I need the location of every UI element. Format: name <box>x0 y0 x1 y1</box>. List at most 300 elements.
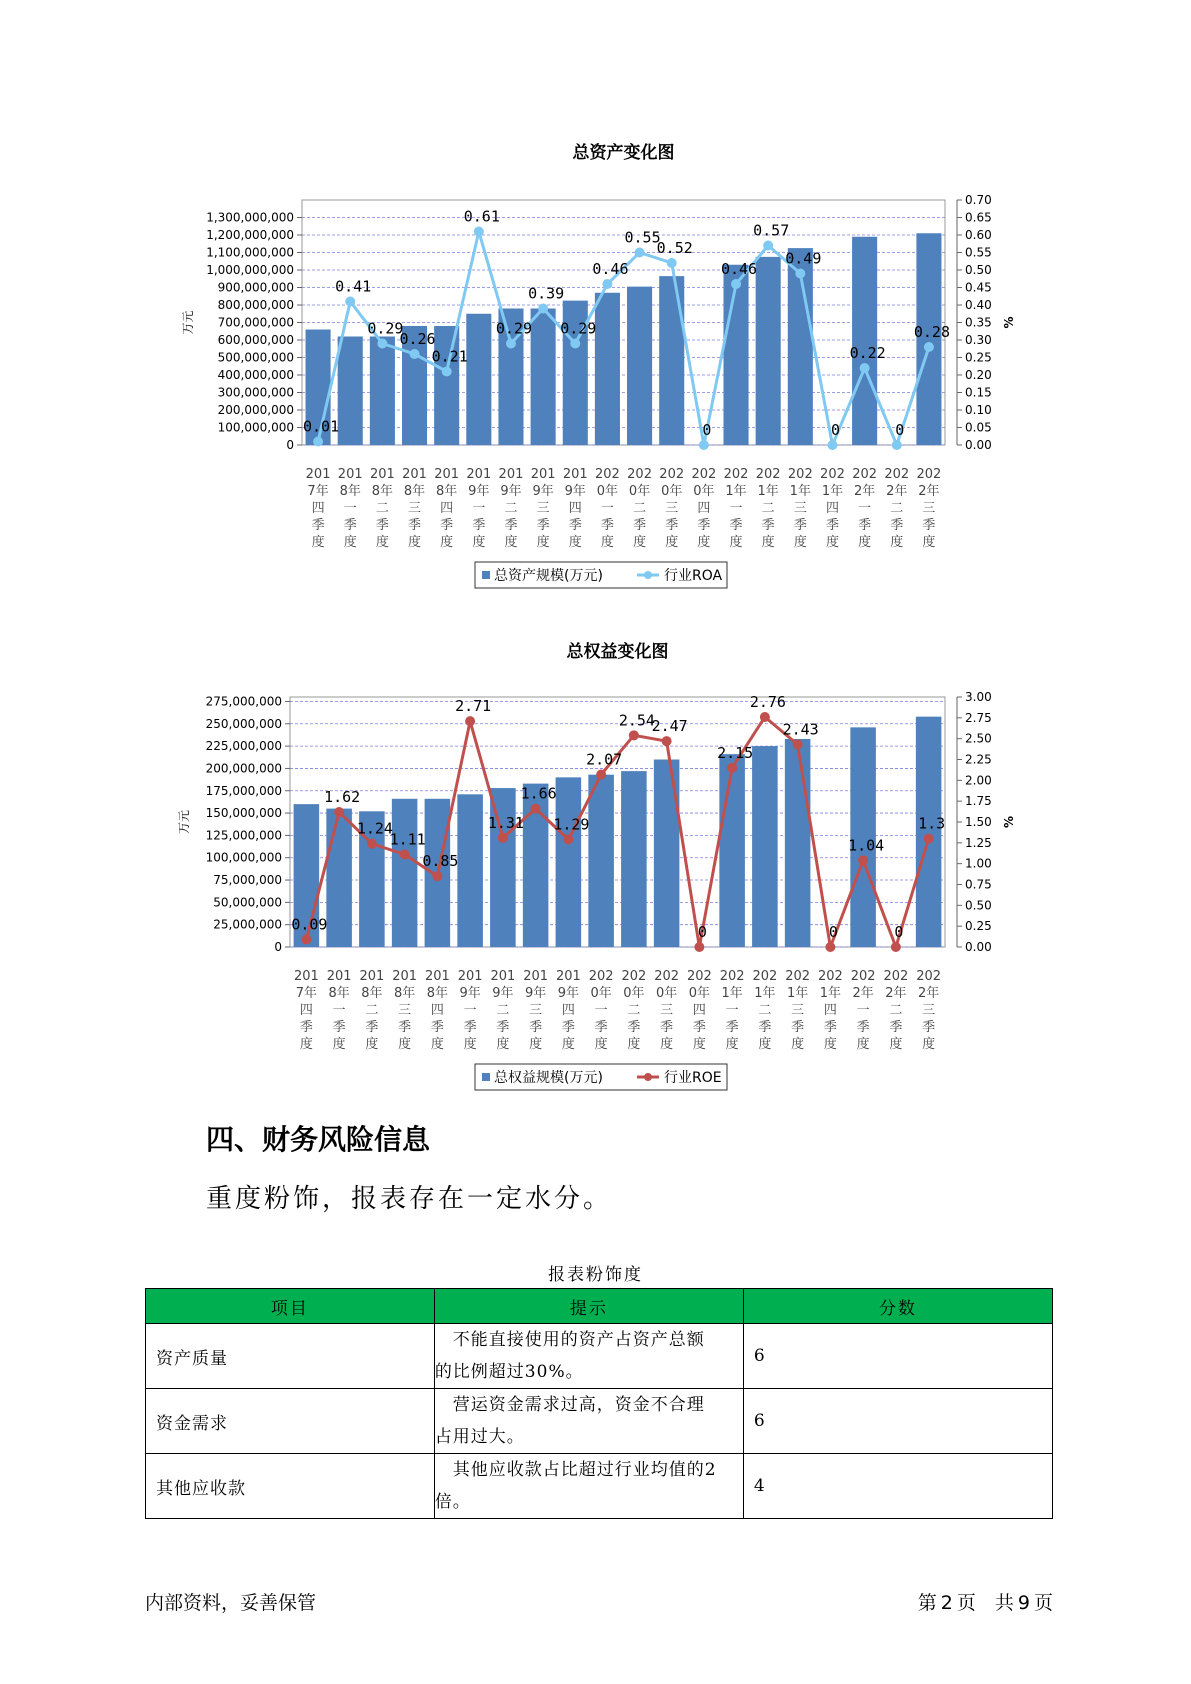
category-label: 202 <box>884 467 910 482</box>
category-label: 8年 <box>403 484 426 499</box>
category-label: 三 <box>922 1003 936 1018</box>
y2-axis-label: % <box>1002 316 1016 329</box>
y-axis-label: 万元 <box>181 310 195 335</box>
y2-axis-label: % <box>1002 815 1016 829</box>
total-assets-chart <box>0 130 1191 600</box>
category-label: 季 <box>922 518 936 533</box>
line-point <box>313 437 323 447</box>
category-label: 9年 <box>524 986 547 1001</box>
category-label: 8年 <box>393 986 416 1001</box>
category-label: 0年 <box>596 484 619 499</box>
bar <box>719 754 745 947</box>
header-item: 项目 <box>146 1289 435 1324</box>
category-label: 四 <box>692 1003 706 1018</box>
category-label: 8年 <box>436 484 458 499</box>
category-label: 1年 <box>789 484 811 499</box>
row-item: 其他应收款 <box>146 1454 435 1519</box>
right-tick-label: 0.25 <box>965 350 992 365</box>
data-label: 1.66 <box>520 784 557 803</box>
left-tick-label: 25,000,000 <box>213 917 282 932</box>
right-tick-label: 1.00 <box>965 856 992 871</box>
category-label: 201 <box>457 969 483 984</box>
data-label: 1.29 <box>553 815 590 834</box>
line-point <box>465 716 475 726</box>
page-suffix: 页 <box>1033 1592 1053 1614</box>
data-label: 0 <box>895 421 905 439</box>
legend-bar-swatch <box>482 1073 490 1081</box>
category-label: 四 <box>440 501 454 516</box>
data-label: 0.57 <box>753 221 790 240</box>
right-tick-label: 0.60 <box>965 228 992 242</box>
data-label: 0.29 <box>495 319 533 338</box>
category-label: 202 <box>595 467 620 482</box>
category-label: 度 <box>633 535 647 550</box>
left-tick-label: 700,000,000 <box>217 315 294 330</box>
category-label: 季 <box>472 518 486 533</box>
category-label: 季 <box>825 518 839 533</box>
data-label: 1.31 <box>487 813 524 832</box>
line-point <box>629 730 639 740</box>
category-label: 201 <box>490 969 516 984</box>
row-hint-line: 其他应收款占比超过行业均值的2 <box>434 1460 717 1480</box>
right-tick-label: 0.30 <box>965 333 992 347</box>
left-tick-label: 1,300,000,000 <box>206 210 294 225</box>
line-point <box>538 304 548 314</box>
page-mid: 页 共 <box>956 1592 1014 1614</box>
category-label: 2年 <box>917 986 940 1001</box>
right-tick-label: 2.75 <box>965 710 992 725</box>
header-score: 分数 <box>743 1289 1052 1324</box>
bar <box>392 799 418 947</box>
line-point <box>825 942 835 952</box>
category-label: 9年 <box>492 986 514 1001</box>
category-label: 201 <box>293 969 319 984</box>
category-label: 度 <box>890 535 904 550</box>
category-label: 9年 <box>532 484 554 499</box>
legend-bar-label: 总权益规模(万元) <box>494 1070 603 1086</box>
left-tick-label: 100,000,000 <box>205 850 282 865</box>
right-tick-label: 0.00 <box>965 438 992 452</box>
category-label: 201 <box>369 467 395 482</box>
left-tick-label: 275,000,000 <box>205 694 282 709</box>
left-tick-label: 0 <box>286 438 294 452</box>
category-label: 季 <box>665 518 679 533</box>
category-label: 1年 <box>821 484 844 499</box>
category-label: 201 <box>555 969 581 984</box>
category-label: 二 <box>627 1003 641 1018</box>
line-point <box>498 833 508 843</box>
category-label: 度 <box>761 535 775 550</box>
category-label: 2年 <box>885 986 907 1001</box>
data-label: 2.43 <box>782 720 819 739</box>
legend-line-label: 行业ROE <box>664 1070 722 1086</box>
category-label: 度 <box>922 535 936 550</box>
category-label: 季 <box>430 1020 444 1035</box>
category-label: 202 <box>820 467 845 482</box>
data-label: 0 <box>830 421 840 439</box>
category-label: 201 <box>498 467 524 482</box>
bar <box>852 237 877 445</box>
category-label: 四 <box>430 1003 444 1018</box>
left-tick-label: 250,000,000 <box>205 716 282 731</box>
category-label: 0年 <box>661 484 683 499</box>
bar <box>531 309 556 446</box>
table-caption: 报表粉饰度 <box>548 1265 643 1285</box>
row-hint <box>434 1454 743 1519</box>
category-label: 四 <box>825 501 839 516</box>
category-label: 季 <box>791 1020 805 1035</box>
category-label: 度 <box>568 535 582 550</box>
category-label: 二 <box>504 501 518 516</box>
category-label: 度 <box>311 535 325 550</box>
legend-line-marker <box>644 1073 652 1081</box>
category-label: 三 <box>408 501 422 516</box>
left-tick-label: 900,000,000 <box>217 280 294 295</box>
category-label: 三 <box>793 501 807 516</box>
category-label: 度 <box>627 1037 641 1052</box>
category-label: 二 <box>889 1003 903 1018</box>
line-point <box>860 363 870 373</box>
bar <box>490 788 516 947</box>
chart-title: 总资产变化图 <box>572 143 675 163</box>
data-label: 0 <box>697 923 707 941</box>
category-label: 8年 <box>371 484 394 499</box>
row-item: 资产质量 <box>146 1324 435 1389</box>
category-label: 度 <box>793 535 807 550</box>
category-label: 1年 <box>721 986 743 1001</box>
left-tick-label: 175,000,000 <box>205 783 282 798</box>
category-label: 度 <box>375 535 389 550</box>
category-label: 季 <box>504 518 518 533</box>
category-label: 一 <box>594 1003 608 1018</box>
data-label: 0.39 <box>528 284 565 303</box>
category-label: 季 <box>496 1020 510 1035</box>
page-current: 2 <box>940 1592 953 1614</box>
category-label: 季 <box>660 1020 674 1035</box>
left-tick-label: 300,000,000 <box>217 385 294 400</box>
category-label: 四 <box>697 501 711 516</box>
bar <box>457 794 483 947</box>
bar <box>785 739 811 947</box>
line-point <box>760 712 770 722</box>
category-label: 202 <box>916 969 942 984</box>
data-label: 2.47 <box>651 717 688 736</box>
y-axis-label: 万元 <box>177 809 191 835</box>
legend-line-marker <box>644 571 652 579</box>
category-label: 度 <box>692 1037 706 1052</box>
line-point <box>563 835 573 845</box>
category-label: 三 <box>791 1003 805 1018</box>
category-label: 三 <box>922 501 936 516</box>
section-heading: 四、财务风险信息 <box>206 1123 431 1156</box>
category-label: 1年 <box>757 484 779 499</box>
right-tick-label: 2.25 <box>965 752 992 767</box>
category-label: 二 <box>633 501 647 516</box>
category-label: 度 <box>823 1037 837 1052</box>
bar <box>434 326 459 445</box>
category-label: 0年 <box>688 986 711 1001</box>
category-label: 度 <box>660 1037 674 1052</box>
data-label: 0.52 <box>656 239 693 257</box>
category-label: 二 <box>365 1003 379 1018</box>
right-tick-label: 1.25 <box>965 835 992 850</box>
left-tick-label: 125,000,000 <box>205 828 282 843</box>
category-label: 季 <box>311 518 325 533</box>
category-label: 8年 <box>361 986 383 1001</box>
category-label: 度 <box>365 1037 379 1052</box>
category-label: 季 <box>627 1020 641 1035</box>
category-label: 201 <box>523 969 549 984</box>
category-label: 季 <box>332 1020 346 1035</box>
category-label: 季 <box>299 1020 313 1035</box>
page-total: 9 <box>1017 1592 1030 1614</box>
category-label: 202 <box>916 467 942 482</box>
category-label: 202 <box>627 467 652 482</box>
right-tick-label: 0.70 <box>965 193 992 207</box>
category-label: 度 <box>665 535 679 550</box>
category-label: 度 <box>791 1037 805 1052</box>
category-label: 202 <box>723 467 749 482</box>
bar <box>326 809 352 947</box>
category-label: 2年 <box>853 484 876 499</box>
category-label: 202 <box>883 969 909 984</box>
left-tick-label: 600,000,000 <box>217 333 294 347</box>
left-tick-label: 50,000,000 <box>213 895 282 910</box>
row-score: 6 <box>743 1324 1052 1389</box>
row-hint <box>434 1389 743 1454</box>
line-point <box>662 736 672 746</box>
category-label: 一 <box>729 501 743 516</box>
category-label: 一 <box>856 1003 870 1018</box>
category-label: 202 <box>691 467 717 482</box>
right-tick-label: 0.55 <box>965 245 992 260</box>
category-label: 201 <box>562 467 588 482</box>
category-label: 季 <box>758 1020 772 1035</box>
row-hint-line: 的比例超过30%。 <box>434 1362 584 1382</box>
line-point <box>924 342 934 352</box>
line-point <box>602 279 612 289</box>
right-tick-label: 0.50 <box>965 263 992 277</box>
data-label: 2.07 <box>586 750 623 769</box>
category-label: 0年 <box>628 484 651 499</box>
data-label: 0.49 <box>785 249 822 268</box>
category-label: 201 <box>337 467 363 482</box>
category-label: 度 <box>463 1037 477 1052</box>
bar <box>466 314 491 445</box>
category-label: 202 <box>719 969 745 984</box>
category-label: 2年 <box>918 484 940 499</box>
category-label: 季 <box>725 1020 739 1035</box>
category-label: 三 <box>398 1003 412 1018</box>
category-label: 201 <box>392 969 418 984</box>
data-label: 2.54 <box>618 711 655 730</box>
category-label: 四 <box>823 1003 837 1018</box>
category-label: 8年 <box>426 986 449 1001</box>
category-label: 度 <box>496 1037 510 1052</box>
category-label: 度 <box>594 1037 608 1052</box>
data-label: 0.29 <box>560 319 597 338</box>
line-point <box>570 339 580 349</box>
line-point <box>795 269 805 279</box>
category-label: 202 <box>755 467 781 482</box>
line-point <box>891 942 901 952</box>
category-label: 一 <box>858 501 872 516</box>
category-label: 度 <box>529 1037 543 1052</box>
category-label: 季 <box>697 518 711 533</box>
category-label: 一 <box>600 501 614 516</box>
bar <box>723 265 748 445</box>
category-label: 度 <box>440 535 454 550</box>
line-point <box>531 804 541 814</box>
category-label: 四 <box>568 501 582 516</box>
left-tick-label: 800,000,000 <box>217 298 294 312</box>
line-point <box>635 248 645 258</box>
category-label: 0年 <box>693 484 715 499</box>
category-label: 四 <box>311 501 325 516</box>
left-tick-label: 200,000,000 <box>217 403 294 417</box>
category-label: 季 <box>536 518 550 533</box>
left-tick-label: 0 <box>274 940 282 954</box>
line-point <box>400 850 410 860</box>
bar <box>588 775 614 947</box>
right-tick-label: 1.50 <box>965 815 992 829</box>
table-header-row <box>146 1289 1053 1324</box>
category-label: 度 <box>729 535 743 550</box>
category-label: 季 <box>440 518 454 533</box>
whitewash-table <box>145 1288 1053 1519</box>
category-label: 202 <box>785 969 811 984</box>
category-label: 季 <box>823 1020 837 1035</box>
category-label: 202 <box>654 969 680 984</box>
line-point <box>410 349 420 359</box>
category-label: 7年 <box>295 986 318 1001</box>
row-hint-line: 营运资金需求过高，资金不合理 <box>434 1395 705 1415</box>
line-point <box>731 279 741 289</box>
category-label: 度 <box>858 535 872 550</box>
category-label: 度 <box>332 1037 346 1052</box>
category-label: 三 <box>536 501 550 516</box>
category-label: 四 <box>561 1003 575 1018</box>
right-tick-label: 0.40 <box>965 298 992 312</box>
category-label: 季 <box>729 518 743 533</box>
category-label: 201 <box>434 467 460 482</box>
right-tick-label: 2.00 <box>965 773 992 788</box>
category-label: 季 <box>343 518 357 533</box>
right-tick-label: 0.75 <box>965 877 992 892</box>
line-point <box>699 440 709 450</box>
table-row <box>146 1454 1053 1519</box>
left-tick-label: 400,000,000 <box>217 368 294 382</box>
legend-line-label: 行业ROA <box>664 568 723 584</box>
category-label: 季 <box>463 1020 477 1035</box>
line-point <box>506 339 516 349</box>
data-label: 0 <box>828 923 838 941</box>
category-label: 201 <box>402 467 427 482</box>
category-label: 季 <box>922 1020 936 1035</box>
left-tick-label: 1,000,000,000 <box>206 263 294 277</box>
data-label: 0.55 <box>624 228 661 247</box>
line-point <box>727 763 737 773</box>
table-row <box>146 1389 1053 1454</box>
bar <box>556 777 582 947</box>
category-label: 202 <box>752 969 778 984</box>
category-label: 度 <box>299 1037 313 1052</box>
right-tick-label: 0.35 <box>965 315 992 330</box>
data-label: 0 <box>702 421 712 439</box>
right-tick-label: 0.10 <box>965 403 992 417</box>
category-label: 季 <box>692 1020 706 1035</box>
page-prefix: 第 <box>917 1592 937 1614</box>
bar <box>621 771 647 947</box>
right-tick-label: 2.50 <box>965 731 992 746</box>
line-point <box>367 839 377 849</box>
category-label: 二 <box>758 1003 772 1018</box>
category-label: 度 <box>536 535 550 550</box>
category-label: 202 <box>787 467 813 482</box>
left-tick-label: 500,000,000 <box>217 350 294 365</box>
row-hint <box>434 1324 743 1389</box>
bar <box>370 337 395 446</box>
category-label: 一 <box>343 501 357 516</box>
bar <box>654 760 680 948</box>
line-point <box>924 834 934 844</box>
category-label: 1年 <box>819 986 842 1001</box>
category-label: 季 <box>890 518 904 533</box>
category-label: 季 <box>568 518 582 533</box>
right-tick-label: 0.05 <box>965 420 992 435</box>
line-point <box>694 942 704 952</box>
right-tick-label: 0.65 <box>965 210 992 225</box>
category-label: 度 <box>408 535 422 550</box>
right-tick-label: 0.45 <box>965 280 992 295</box>
category-label: 202 <box>588 969 614 984</box>
category-label: 202 <box>659 467 685 482</box>
line-point <box>892 440 902 450</box>
category-label: 四 <box>299 1003 313 1018</box>
category-label: 度 <box>758 1037 772 1052</box>
line-point <box>345 297 355 307</box>
legend-bar-swatch <box>482 571 490 579</box>
category-label: 201 <box>530 467 556 482</box>
footer-page-number <box>914 1588 1053 1615</box>
bar <box>627 287 652 445</box>
category-label: 202 <box>621 969 647 984</box>
category-label: 三 <box>665 501 679 516</box>
right-tick-label: 0.00 <box>965 940 992 954</box>
left-tick-label: 200,000,000 <box>205 761 282 776</box>
data-label: 0.22 <box>849 344 886 362</box>
left-tick-label: 150,000,000 <box>205 806 282 821</box>
category-label: 201 <box>466 467 492 482</box>
left-tick-label: 1,100,000,000 <box>206 245 294 260</box>
data-label: 0.28 <box>913 323 950 341</box>
category-label: 度 <box>430 1037 444 1052</box>
category-label: 一 <box>463 1003 477 1018</box>
category-label: 201 <box>305 467 331 482</box>
category-label: 季 <box>856 1020 870 1035</box>
category-label: 一 <box>472 501 486 516</box>
category-label: 季 <box>761 518 775 533</box>
data-label: 1.11 <box>389 830 426 849</box>
right-tick-label: 0.20 <box>965 368 992 382</box>
category-label: 0年 <box>623 986 645 1001</box>
data-label: 0.09 <box>291 915 328 934</box>
data-label: 1.3 <box>918 814 946 833</box>
bar <box>659 276 684 445</box>
bar <box>756 257 781 445</box>
category-label: 季 <box>398 1020 412 1035</box>
row-score: 6 <box>743 1389 1052 1454</box>
